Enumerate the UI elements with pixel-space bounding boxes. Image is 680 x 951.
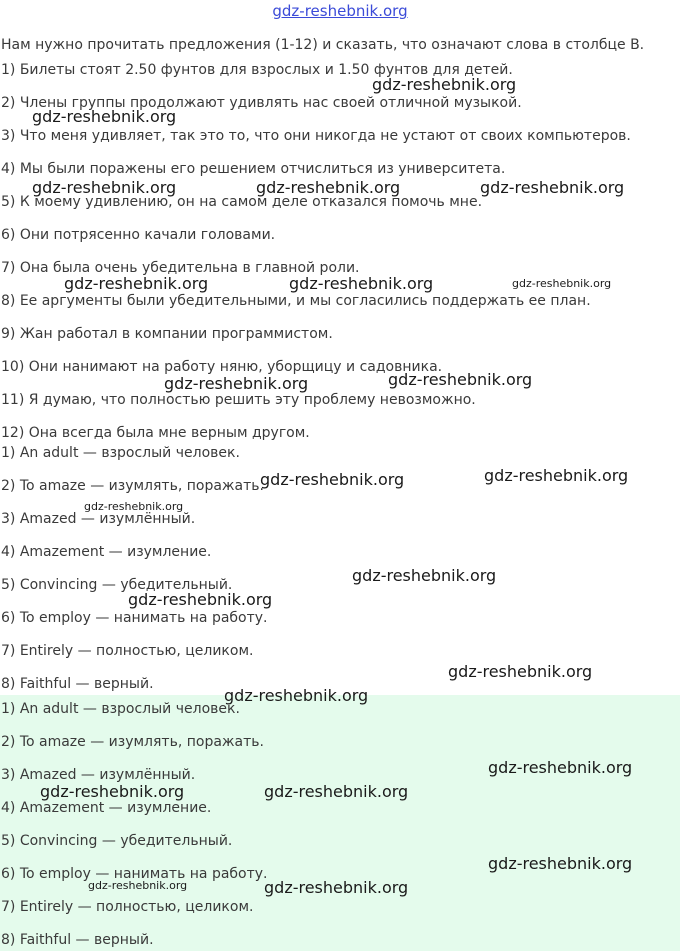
sentence-4: 4) Мы были поражены его решением отчислиться из университета. xyxy=(1,161,506,177)
answer-repeat-5: 5) Convincing — убедительный. xyxy=(1,833,233,849)
watermark: gdz-reshebnik.org xyxy=(40,782,185,801)
answer-repeat-1: 1) An adult — взрослый человек. xyxy=(1,701,240,717)
watermark: gdz-reshebnik.org xyxy=(128,590,273,609)
watermark: gdz-reshebnik.org xyxy=(88,879,188,892)
answer-repeat-7: 7) Entirely — полностью, целиком. xyxy=(1,899,254,915)
sentence-1: 1) Билеты стоят 2.50 фунтов для взрослых и 1.50 фунтов для детей. xyxy=(1,62,513,78)
site-link[interactable]: gdz-reshebnik.org xyxy=(272,2,408,20)
answer-repeat-4: 4) Amazement — изумление. xyxy=(1,800,212,816)
watermark: gdz-reshebnik.org xyxy=(352,566,497,585)
watermark: gdz-reshebnik.org xyxy=(64,274,209,293)
sentence-2: 2) Члены группы продолжают удивлять нас своей отличной музыкой. xyxy=(1,95,522,111)
watermark: gdz-reshebnik.org xyxy=(32,107,177,126)
sentence-3: 3) Что меня удивляет, так это то, что они никогда не устают от своих компьютеров. xyxy=(1,128,631,144)
watermark: gdz-reshebnik.org xyxy=(256,178,401,197)
answer-4: 4) Amazement — изумление. xyxy=(1,544,212,560)
intro-text: Нам нужно прочитать предложения (1-12) и сказать, что означают слова в столбце B. xyxy=(1,37,645,53)
sentence-10: 10) Они нанимают на работу няню, уборщицу и садовника. xyxy=(1,359,443,375)
watermark: gdz-reshebnik.org xyxy=(32,178,177,197)
sentence-8: 8) Ее аргументы были убедительными, и мы согласились поддержать ее план. xyxy=(1,293,591,309)
watermark: gdz-reshebnik.org xyxy=(488,758,633,777)
answer-repeat-2: 2) To amaze — изумлять, поражать. xyxy=(1,734,264,750)
watermark: gdz-reshebnik.org xyxy=(264,782,409,801)
watermark: gdz-reshebnik.org xyxy=(260,470,405,489)
sentence-12: 12) Она всегда была мне верным другом. xyxy=(1,425,310,441)
watermark: gdz-reshebnik.org xyxy=(289,274,434,293)
answer-5: 5) Convincing — убедительный. xyxy=(1,577,233,593)
watermark: gdz-reshebnik.org xyxy=(372,75,517,94)
watermark: gdz-reshebnik.org xyxy=(448,662,593,681)
watermark: gdz-reshebnik.org xyxy=(484,466,629,485)
sentence-7: 7) Она была очень убедительна в главной роли. xyxy=(1,260,360,276)
sentence-11: 11) Я думаю, что полностью решить эту проблему невозможно. xyxy=(1,392,476,408)
sentence-6: 6) Они потрясенно качали головами. xyxy=(1,227,276,243)
sentence-9: 9) Жан работал в компании программистом. xyxy=(1,326,333,342)
watermark: gdz-reshebnik.org xyxy=(488,854,633,873)
watermark: gdz-reshebnik.org xyxy=(84,500,184,513)
answer-repeat-8: 8) Faithful — верный. xyxy=(1,932,154,948)
answer-6: 6) To employ — нанимать на работу. xyxy=(1,610,268,626)
watermark: gdz-reshebnik.org xyxy=(224,686,369,705)
answer-2: 2) To amaze — изумлять, поражать. xyxy=(1,478,264,494)
answer-repeat-6: 6) To employ — нанимать на работу. xyxy=(1,866,268,882)
watermark: gdz-reshebnik.org xyxy=(512,277,612,290)
answer-repeat-3: 3) Amazed — изумлённый. xyxy=(1,767,196,783)
answer-3: 3) Amazed — изумлённый. xyxy=(1,511,196,527)
answer-1: 1) An adult — взрослый человек. xyxy=(1,445,240,461)
watermark: gdz-reshebnik.org xyxy=(264,878,409,897)
watermark: gdz-reshebnik.org xyxy=(388,370,533,389)
sentence-5: 5) К моему удивлению, он на самом деле отказался помочь мне. xyxy=(1,194,483,210)
watermark: gdz-reshebnik.org xyxy=(164,374,309,393)
watermark: gdz-reshebnik.org xyxy=(480,178,625,197)
answer-8: 8) Faithful — верный. xyxy=(1,676,154,692)
answer-7: 7) Entirely — полностью, целиком. xyxy=(1,643,254,659)
